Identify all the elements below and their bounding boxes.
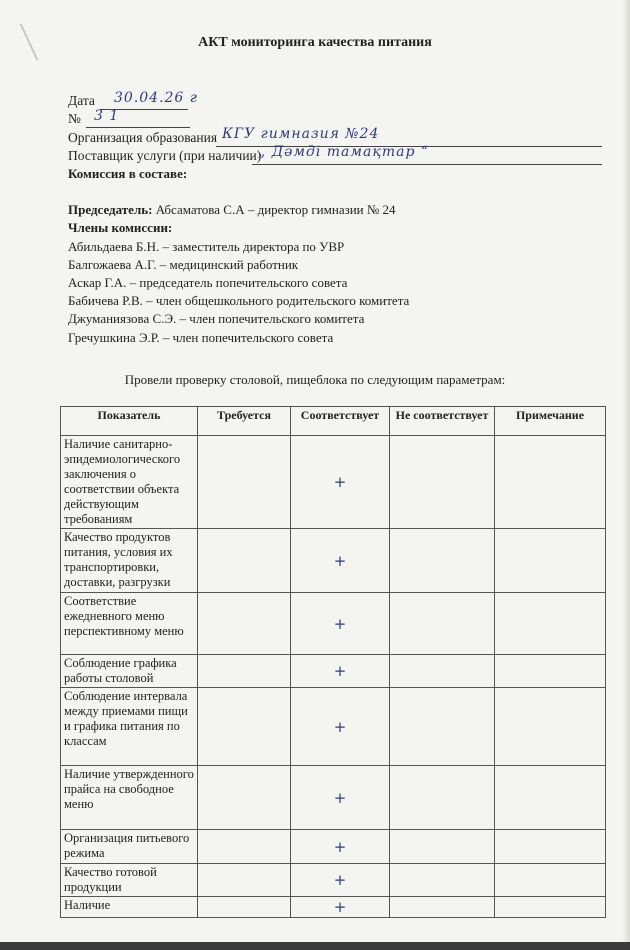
table-row: [61, 529, 606, 593]
table-row: [61, 688, 606, 766]
cell-note: [495, 864, 606, 897]
chair-label: Председатель:: [68, 202, 153, 218]
cell-not-complies: [390, 655, 495, 688]
table-row: [61, 897, 606, 918]
table-row: [61, 864, 606, 897]
table-row: [61, 593, 606, 655]
page-edge-shadow: [622, 0, 630, 942]
header-not-complies: Не соответствует: [390, 407, 495, 436]
table-row: [61, 436, 606, 529]
number-label: №: [68, 111, 81, 126]
table-row: [61, 655, 606, 688]
cell-complies: +: [291, 688, 390, 766]
cell-complies: +: [291, 655, 390, 688]
member-item: Бабичева Р.В. – член общешкольного родительского комитета: [68, 293, 410, 309]
cell-required: [198, 897, 291, 918]
parameters-table: [60, 406, 606, 918]
chair-text: Абсаматова С.А – директор гимназии № 24: [155, 202, 396, 218]
row-label: Качество продуктов питания, условия их транспортировки, доставки, разгрузки: [61, 529, 198, 593]
number-value: 3 1: [94, 108, 120, 124]
cell-note: [495, 436, 606, 529]
cell-required: [198, 655, 291, 688]
organization-field: [68, 130, 217, 148]
row-label: Соблюдение интервала между приемами пищи и графика питания по классам: [61, 688, 198, 766]
number-field: [68, 111, 81, 129]
member-item: Джуманиязова С.Э. – член попечительского комитета: [68, 311, 365, 327]
organization-label: Организация образования: [68, 130, 218, 145]
cell-complies: +: [291, 830, 390, 864]
cell-not-complies: [390, 436, 495, 529]
cell-complies: +: [291, 766, 390, 830]
cell-required: [198, 436, 291, 529]
cell-complies: +: [291, 436, 390, 529]
cell-complies: +: [291, 529, 390, 593]
cell-required: [198, 864, 291, 897]
header-complies: Соответствует: [291, 407, 390, 436]
supplier-field: [68, 148, 261, 166]
cell-note: [495, 593, 606, 655]
member-item: Гречушкина Э.Р. – член попечительского совета: [68, 329, 334, 345]
cell-required: [198, 830, 291, 864]
member-item: Балгожаева А.Г. – медицинский работник: [68, 256, 299, 272]
table-row: [61, 766, 606, 830]
document-title: АКТ мониторинга качества питания: [198, 35, 432, 50]
cell-note: [495, 688, 606, 766]
cell-not-complies: [390, 766, 495, 830]
row-label: Наличие: [61, 897, 198, 918]
header-note: Примечание: [495, 407, 606, 436]
date-label: Дата: [68, 93, 95, 108]
row-label: Соблюдение графика работы столовой: [61, 655, 198, 688]
member-item: Аскар Г.А. – председатель попечительского совета: [68, 275, 348, 291]
commission-block: [68, 165, 409, 347]
cell-complies: +: [291, 897, 390, 918]
cell-note: [495, 655, 606, 688]
date-field: [68, 93, 95, 111]
row-label: Организация питьевого режима: [61, 830, 198, 864]
cell-not-complies: [390, 830, 495, 864]
cell-not-complies: [390, 529, 495, 593]
cell-required: [198, 529, 291, 593]
table-header-row: [61, 407, 606, 436]
header-required: Требуется: [198, 407, 291, 436]
cell-note: [495, 830, 606, 864]
cell-not-complies: [390, 897, 495, 918]
row-label: Наличие утвержденного прайса на свободное меню: [61, 766, 198, 830]
member-item: Абильдаева Б.Н. – заместитель директора по УВР: [68, 238, 345, 254]
cell-not-complies: [390, 593, 495, 655]
supplier-value: „ Дәмді тамақтар “: [258, 144, 430, 160]
cell-required: [198, 688, 291, 766]
cell-complies: +: [291, 864, 390, 897]
row-label: Соответствие ежедневного меню перспективному меню: [61, 593, 198, 655]
binding-edge: [0, 942, 630, 950]
commission-heading: Комиссия в составе:: [68, 166, 188, 181]
supplier-label: Поставщик услуги (при наличии): [68, 148, 262, 163]
chair-line: [68, 201, 409, 219]
cell-note: [495, 897, 606, 918]
cell-required: [198, 766, 291, 830]
cell-note: [495, 766, 606, 830]
row-label: Качество готовой продукции: [61, 864, 198, 897]
cell-note: [495, 529, 606, 593]
row-label: Наличие санитарно-эпидемиологического заключения о соответствии объекта действующим требованиям: [61, 436, 198, 529]
date-value: 30.04.26 г: [114, 90, 198, 106]
header-indicator: Показатель: [61, 407, 198, 436]
cell-not-complies: [390, 688, 495, 766]
organization-value: КГУ гимназия №24: [222, 126, 380, 142]
cell-required: [198, 593, 291, 655]
intro-text: Провели проверку столовой, пищеблока по следующим параметрам:: [124, 372, 506, 387]
table-row: [61, 830, 606, 864]
cell-not-complies: [390, 864, 495, 897]
cell-complies: +: [291, 593, 390, 655]
members-heading: Члены комиссии:: [68, 220, 173, 236]
